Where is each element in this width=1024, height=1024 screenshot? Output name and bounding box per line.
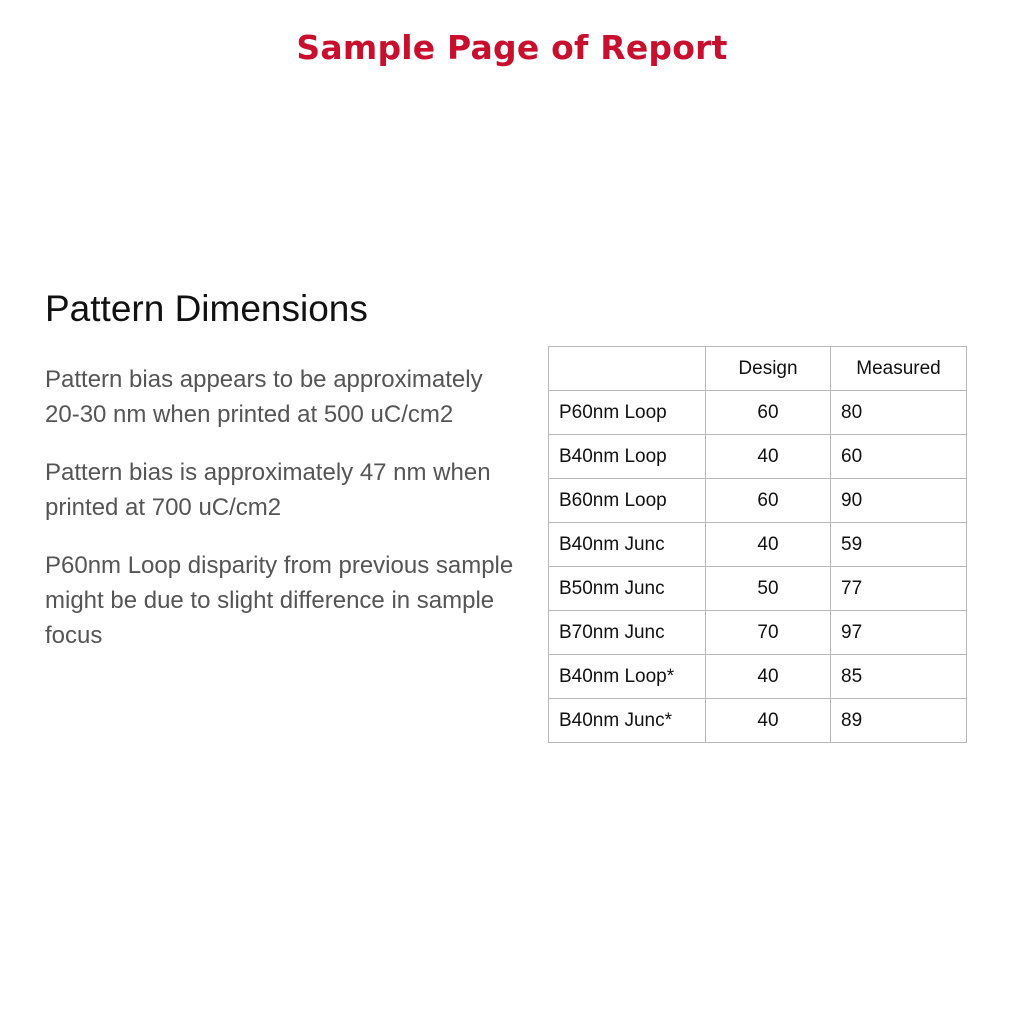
table-row (549, 391, 967, 435)
table-row (549, 479, 967, 523)
row-design: 70 (706, 611, 831, 655)
row-measured: 80 (831, 391, 967, 435)
row-design: 60 (706, 391, 831, 435)
row-name: B60nm Loop (549, 479, 706, 523)
row-name: B40nm Loop (549, 435, 706, 479)
row-design: 40 (706, 435, 831, 479)
table-header-row (549, 347, 967, 391)
paragraph: P60nm Loop disparity from previous sample might be due to slight difference in sample focus (45, 552, 514, 649)
table-row (549, 699, 967, 743)
paragraph: Pattern bias appears to be approximately 20-30 nm when printed at 500 uC/cm2 (45, 366, 483, 428)
row-measured: 90 (831, 479, 967, 523)
row-measured: 59 (831, 523, 967, 567)
row-measured: 77 (831, 567, 967, 611)
row-name: B40nm Loop* (549, 655, 706, 699)
row-measured: 60 (831, 435, 967, 479)
row-design: 60 (706, 479, 831, 523)
section-heading: Pattern Dimensions (45, 288, 368, 329)
row-name: B70nm Junc (549, 611, 706, 655)
table-row (549, 655, 967, 699)
table-row (549, 611, 967, 655)
paragraph: Pattern bias is approximately 47 nm when printed at 700 uC/cm2 (45, 459, 491, 521)
header-cell-design: Design (706, 347, 831, 391)
row-design: 40 (706, 655, 831, 699)
table-row (549, 435, 967, 479)
row-name: B50nm Junc (549, 567, 706, 611)
row-design: 40 (706, 523, 831, 567)
row-measured: 89 (831, 699, 967, 743)
table-row (549, 523, 967, 567)
row-design: 50 (706, 567, 831, 611)
row-name: B40nm Junc (549, 523, 706, 567)
row-design: 40 (706, 699, 831, 743)
row-measured: 85 (831, 655, 967, 699)
body-text (45, 362, 515, 676)
pattern-dimensions-table (548, 346, 967, 743)
page-title: Sample Page of Report (296, 28, 728, 67)
row-name: B40nm Junc* (549, 699, 706, 743)
row-measured: 97 (831, 611, 967, 655)
row-name: P60nm Loop (549, 391, 706, 435)
table-row (549, 567, 967, 611)
header-cell-name (549, 347, 706, 391)
header-cell-measured: Measured (831, 347, 967, 391)
